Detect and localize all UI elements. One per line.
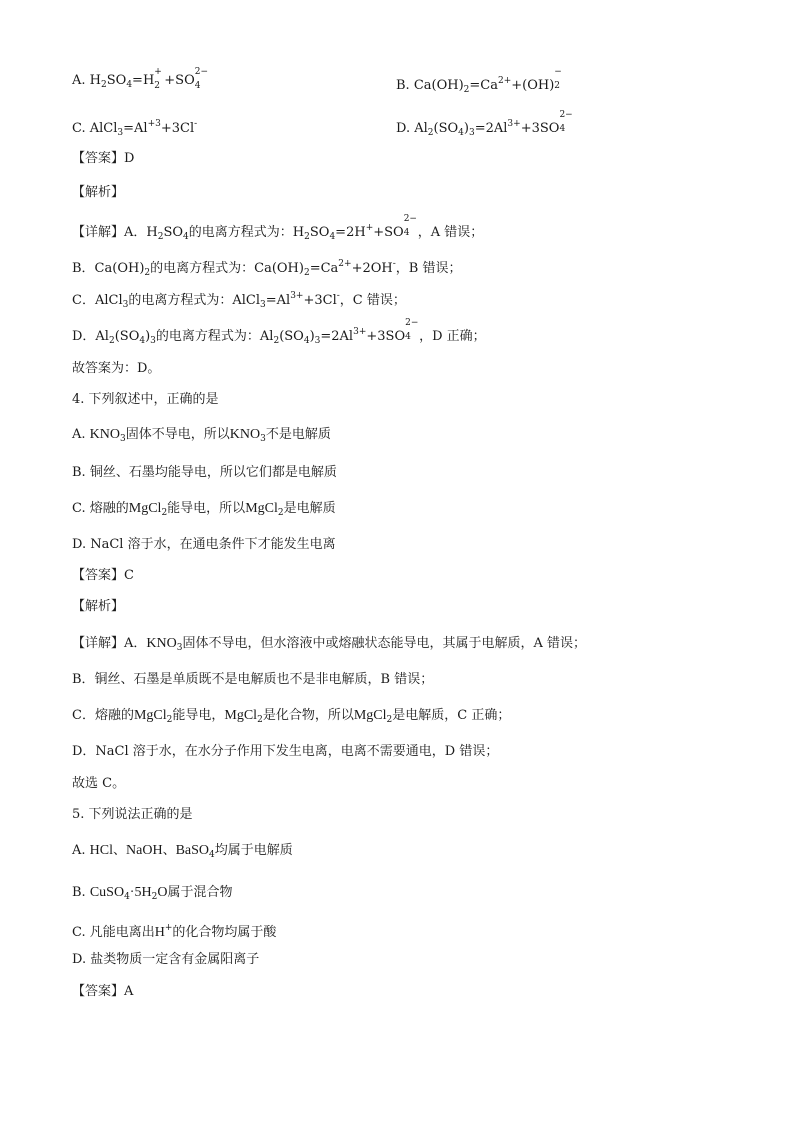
- q3-answer: 【答案】D: [72, 151, 135, 166]
- q5-option-d: D. 盐类物质一定含有金属阳离子: [72, 952, 260, 967]
- q4-option-b: B. 铜丝、石墨均能导电，所以它们都是电解质: [72, 465, 337, 480]
- q3-option-c: C. $AlCl_3=Al^{+3}+3Cl^-$: [72, 119, 198, 138]
- q5-stem: 5. 下列说法正确的是: [72, 807, 193, 822]
- q5-option-c: C. 凡能电离出H+的化合物均属于酸: [72, 923, 277, 940]
- q4-answer: 【答案】C: [72, 568, 134, 583]
- q3-conclusion: 故答案为：D。: [72, 361, 161, 376]
- q3-detail-d: D．$Al_2(SO_4)_3$的电离方程式为：$Al_2(SO_4)_3=2Al^{3+}+3SO$ 2− 4 ，D 正确；: [72, 318, 486, 346]
- q4-conclusion: 故选 C。: [72, 776, 126, 791]
- q4-stem: 4. 下列叙述中，正确的是: [72, 392, 219, 407]
- q3-option-a: A. $H_2SO_4=H$ + 2 +SO 2− 4: [72, 67, 209, 91]
- q4-detail-b: B．铜丝、石墨是单质既不是电解质也不是非电解质，B 错误；: [72, 672, 434, 687]
- q5-answer: 【答案】A: [72, 984, 134, 999]
- q5-option-b: B. $CuSO_4\cdot 5H_2O$属于混合物: [72, 885, 233, 902]
- q4-option-a: A. $KNO_3$固体不导电，所以$KNO_3$不是电解质: [72, 427, 331, 444]
- q5-option-a: A. HCl、NaOH、BaSO$_4$均属于电解质: [72, 843, 293, 860]
- q4-detail-c: C．熔融的MgCl$_2$能导电，MgCl$_2$是化合物，所以MgCl$_2$是电解质，C 正确；: [72, 708, 511, 725]
- q3-option-b: B. $Ca(OH)_2=Ca^{2+}+(OH)$ − 2: [396, 67, 562, 95]
- q3-analysis-heading: 【解析】: [72, 185, 125, 200]
- q3-detail-c: C．AlCl$_3$的电离方程式为：$AlCl_3=Al^{3+}+3Cl^-$，C 错误；: [72, 291, 406, 310]
- q4-option-d: D. NaCl 溶于水，在通电条件下才能发生电离: [72, 537, 336, 552]
- q4-detail-a: 【详解】A．$KNO_3$固体不导电，但水溶液中或熔融状态能导电，其属于电解质，A 错误；: [72, 636, 586, 653]
- q4-analysis-heading: 【解析】: [72, 599, 125, 614]
- q4-option-c: C. 熔融的MgCl$_2$能导电，所以MgCl$_2$是电解质: [72, 501, 336, 518]
- q4-detail-d: D．NaCl 溶于水，在水分子作用下发生电离，电离不需要通电，D 错误；: [72, 744, 499, 759]
- q3-detail-b: B．$Ca(OH)_2$的电离方程式为：$Ca(OH)_2=Ca^{2+}+2OH^-$，B 错误；: [72, 259, 462, 278]
- q3-option-d: D. $Al_2(SO_4)_3=2Al^{3+}+3SO$ 2− 4: [396, 110, 573, 138]
- q3-detail-a: 【详解】A．$H_2SO_4$的电离方程式为：$H_2SO_4=2H^++SO$ 2− 4 ，A 错误；: [72, 214, 484, 242]
